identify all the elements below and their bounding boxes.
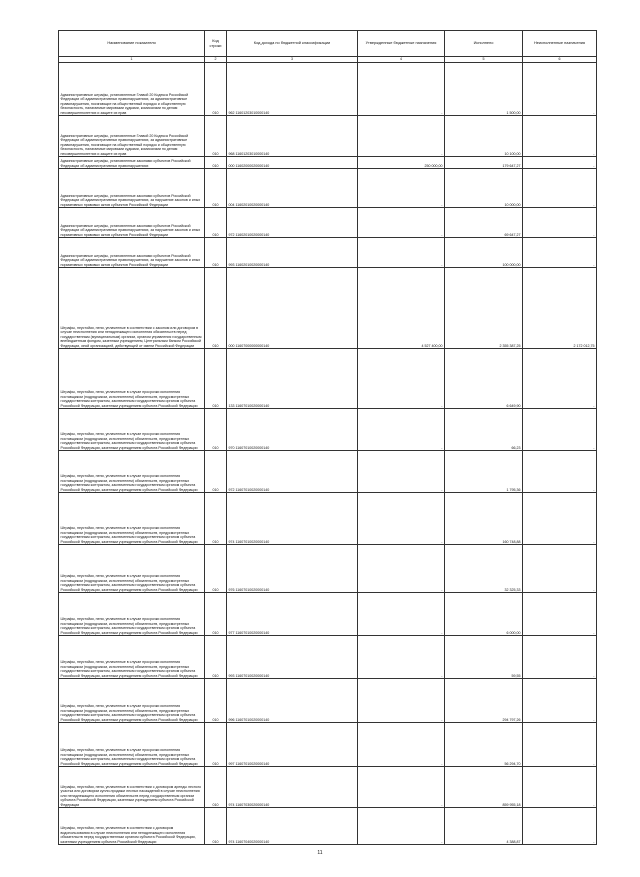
row-approved: - [358,593,445,636]
row-approved: - [358,679,445,723]
row-revenue-code: 996 11607010020000140 [227,679,358,723]
table-row [59,451,597,493]
row-unexecuted: - [523,493,597,545]
row-unexecuted: - [523,238,597,268]
header-approved: Утвержденные бюджетные назначения [358,31,445,57]
row-unexecuted: - [523,767,597,808]
row-executed: 56 294,70 [445,723,523,767]
row-name: Административные штрафы, установленные законами субъектов Российской Федерации об административных правонарушениях, за нарушение законов и иных нормативных правовых актов субъектов Российской Федерации [59,208,205,238]
header-line-code: Код строки [205,31,227,57]
row-executed: 2 355 387,25 [445,268,523,349]
row-approved: 250 000,00 [358,157,445,169]
row-executed: 1 500,00 [445,63,523,116]
row-unexecuted: - [523,679,597,723]
row-approved: - [358,636,445,679]
row-unexecuted: - [523,349,597,409]
column-number: 1 [59,57,205,63]
row-revenue-code: 993 11602010020000140 [227,238,358,268]
row-unexecuted: - [523,451,597,493]
row-executed: 59,55 [445,636,523,679]
row-line-code: 010 [205,116,227,157]
row-line-code: 010 [205,636,227,679]
row-revenue-code: 972 11602010020000140 [227,208,358,238]
row-line-code: 010 [205,451,227,493]
row-executed: 100 000,00 [445,238,523,268]
row-name: Административные штрафы, установленные законами субъектов Российской Федерации об административных правонарушениях, за нарушение законов и иных нормативных правовых актов субъектов Российской Федерации [59,238,205,268]
row-unexecuted: - [523,116,597,157]
header-row [59,31,597,57]
row-line-code: 010 [205,679,227,723]
row-name: Штрафы, неустойки, пени, уплаченные в случае просрочки исполнения поставщиком (подрядчиком, исполнителем) обязательств, предусмотренных государственным контрактом, заключенным государственным органом субъекта Российской Федерации, казенным учреждением субъекта Российской Федерации [59,636,205,679]
row-name: Штрафы, неустойки, пени, уплаченные в соответствии с договором водопользования в случае неисполнения или ненадлежащего исполнения обязательств перед государственным органом субъекта Российской Федерации, казенным учреждением субъекта Российской Федерации [59,808,205,845]
row-line-code: 010 [205,268,227,349]
row-approved: - [358,208,445,238]
row-name: Штрафы, неустойки, пени, уплаченные в соответствии с законом или договором в случае неисполнения или ненадлежащего исполнения обязательств перед государственным (муниципальным) органом, органом управления государственным внебюджетным фондом, казенным учреждением, Центральным банком Российской Федерации, иной организацией, действующей от имени Российской Федерации [59,268,205,349]
row-approved: - [358,63,445,116]
table-row [59,679,597,723]
row-name: Административные штрафы, установленные законами субъектов Российской Федерации об административных правонарушениях, за нарушение законов и иных нормативных правовых актов субъектов Российской Федерации [59,169,205,208]
row-approved: - [358,349,445,409]
row-unexecuted: - [523,409,597,451]
report-page [58,30,596,845]
row-executed: 69 647,27 [445,208,523,238]
row-name: Административные штрафы, установленные Главой 20 Кодекса Российской Федерации об административных правонарушениях, за административные правонарушения, посягающие на общественный порядок и общественную безопасность, налагаемые мировыми судьями, комиссиями по делам несовершеннолетних и защите их прав [59,116,205,157]
page-number: 11 [317,850,323,856]
row-unexecuted: - [523,593,597,636]
table-row [59,593,597,636]
row-approved: - [358,767,445,808]
row-line-code: 010 [205,767,227,808]
row-revenue-code: 000 11602000020000140 [227,157,358,169]
row-executed: 6 649,90 [445,349,523,409]
row-revenue-code: 133 11607010020000140 [227,349,358,409]
row-line-code: 010 [205,349,227,409]
row-name: Штрафы, неустойки, пени, уплаченные в случае просрочки исполнения поставщиком (подрядчиком, исполнителем) обязательств, предусмотренных государственным контрактом, заключенным государственным органом субъекта Российской Федерации, казенным учреждением субъекта Российской Федерации [59,545,205,593]
row-approved: - [358,808,445,845]
row-name: Штрафы, неустойки, пени, уплаченные в случае просрочки исполнения поставщиком (подрядчиком, исполнителем) обязательств, предусмотренных государственным контрактом, заключенным государственным органом субъекта Российской Федерации, казенным учреждением субъекта Российской Федерации [59,723,205,767]
row-revenue-code: 993 11607010020000140 [227,636,358,679]
row-executed: 10 100,00 [445,116,523,157]
row-revenue-code: 997 11607010020000140 [227,723,358,767]
column-number: 6 [523,57,597,63]
row-line-code: 010 [205,63,227,116]
row-name: Штрафы, неустойки, пени, уплаченные в случае просрочки исполнения поставщиком (подрядчиком, исполнителем) обязательств, предусмотренных государственным контрактом, заключенным государственным органом субъекта Российской Федерации, казенным учреждением субъекта Российской Федерации [59,593,205,636]
row-executed: 179 647,27 [445,157,523,169]
header-executed: Исполнено [445,31,523,57]
row-line-code: 010 [205,493,227,545]
row-executed: 160 748,88 [445,493,523,545]
table-row [59,493,597,545]
table-row [59,157,597,169]
row-revenue-code: 974 11607040020000140 [227,808,358,845]
row-revenue-code: 972 11607010020000140 [227,451,358,493]
row-executed: 859 955,18 [445,767,523,808]
row-line-code: 010 [205,409,227,451]
header-unexecuted: Неисполненные назначения [523,31,597,57]
row-revenue-code: 976 11607010020000140 [227,545,358,593]
revenue-table [58,30,597,845]
table-row [59,169,597,208]
table-row [59,268,597,349]
table-row [59,349,597,409]
row-unexecuted: - [523,636,597,679]
row-line-code: 010 [205,238,227,268]
row-unexecuted: - [523,157,597,169]
row-unexecuted: - [523,208,597,238]
row-revenue-code: 974 11607010020000140 [227,493,358,545]
row-revenue-code: 977 11607010020000140 [227,593,358,636]
row-approved: 4 527 400,00 [358,268,445,349]
header-revenue-code: Код дохода по бюджетной классификации [227,31,358,57]
row-unexecuted: - [523,63,597,116]
row-revenue-code: 962 11601203010000140 [227,63,358,116]
row-name: Административные штрафы, установленные законами субъектов Российской Федерации об административных правонарушениях [59,157,205,169]
row-unexecuted: - [523,169,597,208]
row-line-code: 010 [205,593,227,636]
row-executed: 4 388,87 [445,808,523,845]
row-line-code: 010 [205,808,227,845]
row-executed: 32 325,33 [445,545,523,593]
table-row [59,409,597,451]
row-line-code: 010 [205,157,227,169]
row-name: Административные штрафы, установленные Главой 20 Кодекса Российской Федерации об административных правонарушениях, за административные правонарушения, посягающие на общественный порядок и общественную безопасность, налагаемые мировыми судьями, комиссиями по делам несовершеннолетних и защите их прав [59,63,205,116]
row-name: Штрафы, неустойки, пени, уплаченные в случае просрочки исполнения поставщиком (подрядчиком, исполнителем) обязательств, предусмотренных государственным контрактом, заключенным государственным органом субъекта Российской Федерации, казенным учреждением субъекта Российской Федерации [59,493,205,545]
row-line-code: 010 [205,208,227,238]
row-unexecuted: - [523,808,597,845]
table-row [59,767,597,808]
table-row [59,545,597,593]
column-number: 4 [358,57,445,63]
row-unexecuted: - [523,723,597,767]
column-number: 2 [205,57,227,63]
row-revenue-code: 974 11607030020000140 [227,767,358,808]
row-approved: - [358,116,445,157]
row-line-code: 010 [205,169,227,208]
row-executed: 66,23 [445,409,523,451]
row-revenue-code: 004 11602010020000140 [227,169,358,208]
row-approved: - [358,238,445,268]
row-approved: - [358,493,445,545]
row-name: Штрафы, неустойки, пени, уплаченные в случае просрочки исполнения поставщиком (подрядчиком, исполнителем) обязательств, предусмотренных государственным контрактом, заключенным государственным органом субъекта Российской Федерации, казенным учреждением субъекта Российской Федерации [59,349,205,409]
row-approved: - [358,451,445,493]
row-approved: - [358,409,445,451]
column-number: 3 [227,57,358,63]
row-revenue-code: 970 11607010020000140 [227,409,358,451]
row-revenue-code: 968 11601203010000140 [227,116,358,157]
row-approved: - [358,545,445,593]
row-line-code: 010 [205,545,227,593]
row-executed: 294 797,26 [445,679,523,723]
table-row [59,63,597,116]
row-line-code: 010 [205,723,227,767]
table-row [59,238,597,268]
row-executed: 6 000,00 [445,593,523,636]
table-row [59,808,597,845]
row-name: Штрафы, неустойки, пени, уплаченные в соответствии с договором аренды лесного участка или договором купли-продажи лесных насаждений в случае неисполнения или ненадлежащего исполнения обязательств перед государственным органом субъекта Российской Федерации, казенным учреждением субъекта Российской Федерации [59,767,205,808]
row-unexecuted: - [523,545,597,593]
column-number: 5 [445,57,523,63]
row-revenue-code: 000 11607000000000140 [227,268,358,349]
row-name: Штрафы, неустойки, пени, уплаченные в случае просрочки исполнения поставщиком (подрядчиком, исполнителем) обязательств, предусмотренных государственным контрактом, заключенным государственным органом субъекта Российской Федерации, казенным учреждением субъекта Российской Федерации [59,679,205,723]
row-approved: - [358,169,445,208]
row-unexecuted: 2 172 012,75 [523,268,597,349]
row-executed: 10 000,00 [445,169,523,208]
table-row [59,636,597,679]
header-name: Наименование показателя [59,31,205,57]
row-name: Штрафы, неустойки, пени, уплаченные в случае просрочки исполнения поставщиком (подрядчиком, исполнителем) обязательств, предусмотренных государственным контрактом, заключенным государственным органом субъекта Российской Федерации, казенным учреждением субъекта Российской Федерации [59,451,205,493]
table-row [59,208,597,238]
table-row [59,723,597,767]
row-approved: - [358,723,445,767]
row-executed: 1 795,36 [445,451,523,493]
table-row [59,116,597,157]
row-name: Штрафы, неустойки, пени, уплаченные в случае просрочки исполнения поставщиком (подрядчиком, исполнителем) обязательств, предусмотренных государственным контрактом, заключенным государственным органом субъекта Российской Федерации, казенным учреждением субъекта Российской Федерации [59,409,205,451]
